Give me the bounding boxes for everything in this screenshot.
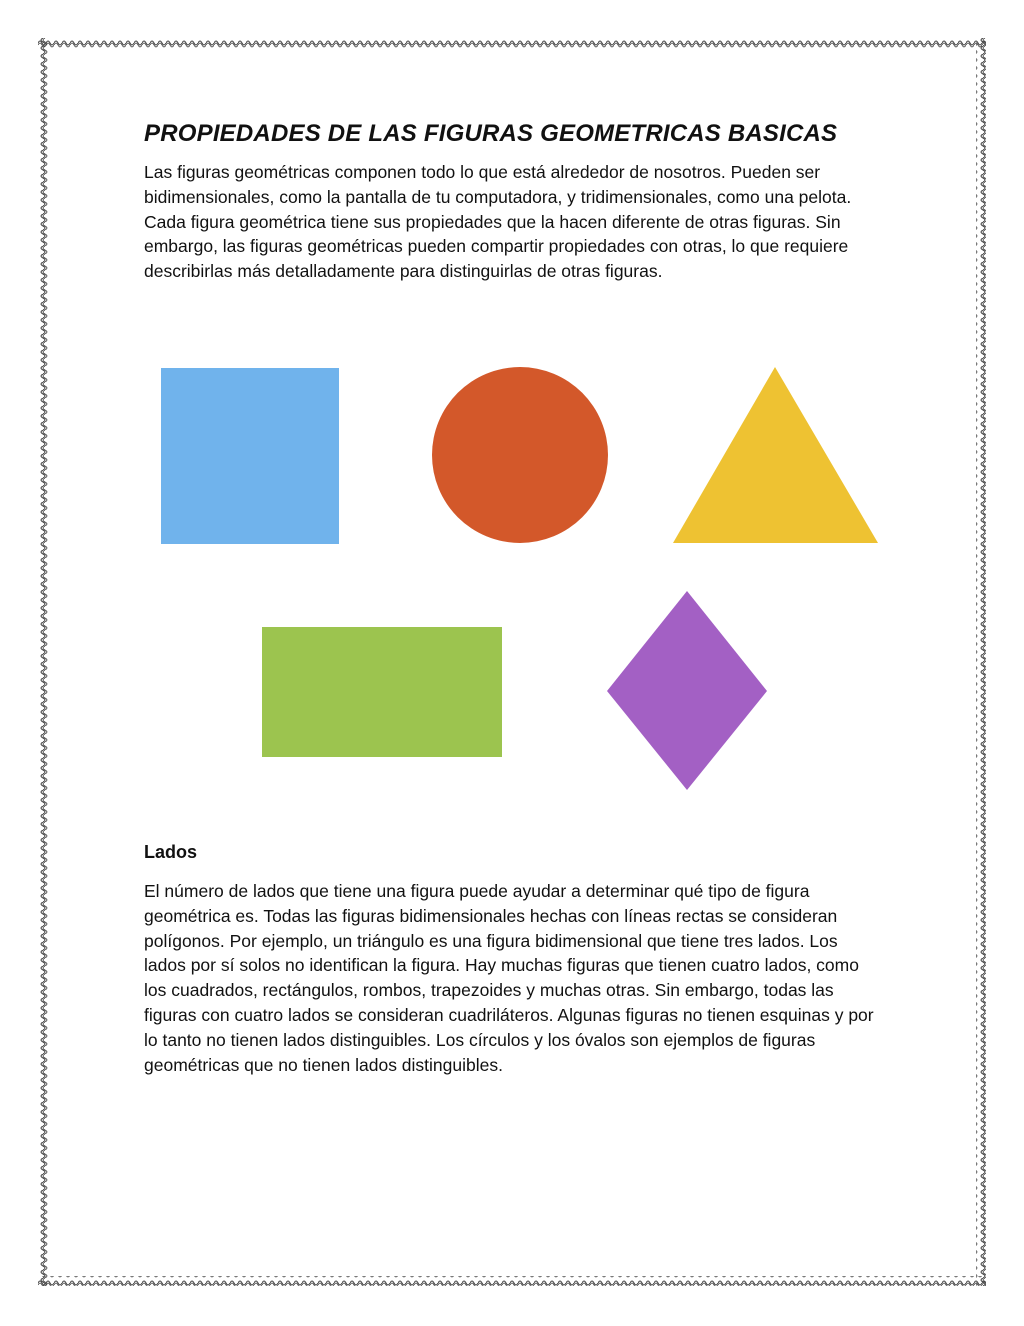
border-top [38,38,986,48]
border-left [38,38,48,1286]
purple-rhombus [607,591,767,790]
document-body [144,118,884,284]
orange-circle [432,367,608,543]
lados-paragraph: El número de lados que tiene una figura puede ayudar a determinar qué tipo de figura geométrica es. Todas las figuras bidimensionales hechas con líneas rectas se consideran polígonos. Por ejemplo, un triángulo es una figura bidimensional que tiene tres lados. Los lados por sí solos no identifican la figura. Hay muchas figuras que tienen cuatro lados, como los cuadrados, rectángulos, rombos, trapezoides y muchas otras. Sin embargo, todas las figuras con cuatro lados se consideran cuadriláteros. Algunas figuras no tienen esquinas y por lo tanto no tienen lados distinguibles. Los círculos y los óvalos son ejemplos de figuras geométricas que no tienen lados distinguibles. [144,881,874,1075]
intro-paragraph: Las figuras geométricas componen todo lo que está alrededor de nosotros. Pueden ser bidimensionales, como la pantalla de tu computadora, y tridimensionales, como una pelota. Cada figura geométrica tiene sus propiedades que la hacen diferente de otras figuras. Sin embargo, las figuras geométricas pueden compartir propiedades con otras, lo que requiere describirlas más detalladamente para distinguirlas de otras figuras. [144,162,852,282]
green-rectangle [262,627,502,757]
section-heading-lados: Lados [144,842,198,862]
blue-square [161,368,339,544]
border-right [976,38,986,1286]
shapes-svg [150,355,910,795]
shapes-illustration [150,355,910,795]
page-title: PROPIEDADES DE LAS FIGURAS GEOMETRICAS BASICAS [144,120,838,147]
yellow-triangle [673,367,878,543]
border-bottom [38,1276,986,1286]
